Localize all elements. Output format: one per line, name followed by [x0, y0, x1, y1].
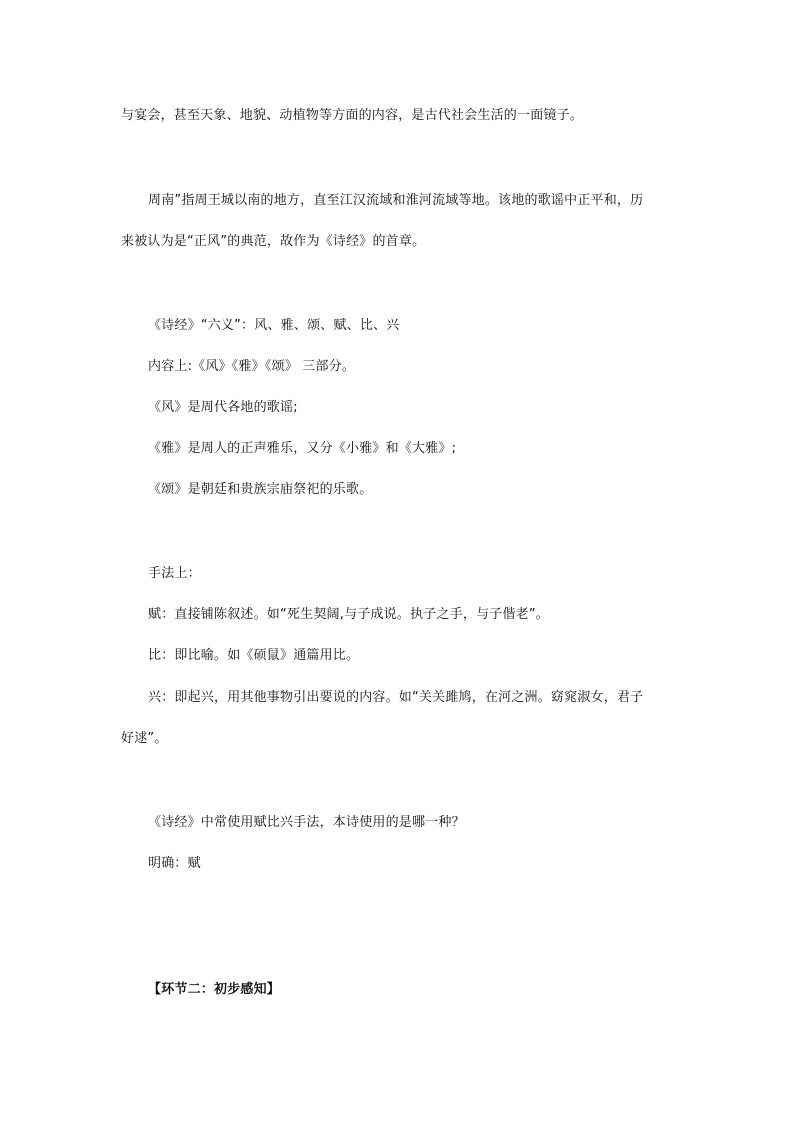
- paragraph-line: 《颂》是朝廷和贵族宗庙祭祀的乐歌。: [148, 482, 373, 497]
- paragraph-line: 兴：即起兴，用其他事物引出要说的内容。如“关关雎鸠，在河之洲。窈窕淑女，君子: [148, 690, 644, 705]
- paragraph-line: 《诗经》中常使用赋比兴手法，本诗使用的是哪一种？: [148, 815, 465, 830]
- paragraph-line: 手法上：: [148, 566, 201, 581]
- paragraph-line: 与宴会，甚至天象、地貌、动植物等方面的内容，是古代社会生活的一面镜子。: [121, 108, 584, 123]
- paragraph-line: 来被认为是“正风”的典范，故作为《诗经》的首章。: [121, 234, 426, 249]
- paragraph-line: 内容上:《风》《雅》《颂》 三部分。: [148, 359, 356, 374]
- section-heading: 【环节二：初步感知】: [148, 982, 281, 997]
- paragraph-line: 《风》是周代各地的歌谣;: [148, 400, 298, 415]
- paragraph-line: 比：即比喻。如《硕鼠》通篇用比。: [148, 648, 360, 663]
- paragraph-line: 赋：直接铺陈叙述。如“死生契阔,与子成说。执子之手，与子偕老”。: [148, 607, 550, 622]
- paragraph-line: 《雅》是周人的正声雅乐，又分《小雅》和《大雅》;: [148, 441, 457, 456]
- paragraph-line: 明确：赋: [148, 856, 201, 871]
- paragraph-line: 周南”指周王城以南的地方，直至江汉流域和淮河流域等地。该地的歌谣中正平和，历: [148, 193, 644, 208]
- paragraph-line: 《诗经》“六义”：风、雅、颂、赋、比、兴: [148, 318, 400, 333]
- paragraph-line: 好逑”。: [121, 731, 168, 746]
